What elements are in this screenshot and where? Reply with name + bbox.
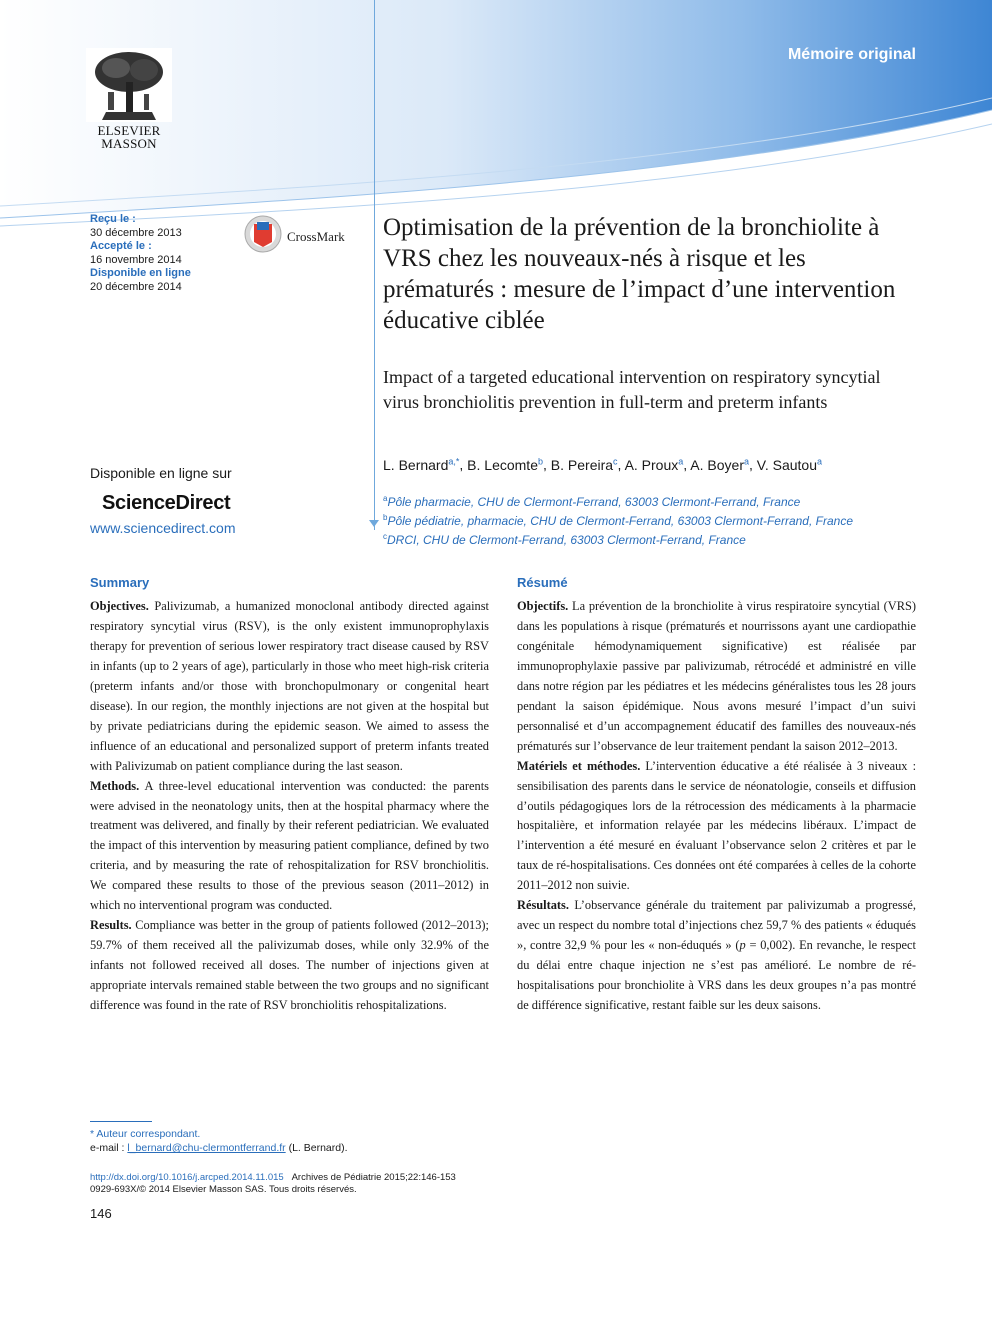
- author[interactable]: B. Lecomte$^b$: [467, 456, 544, 473]
- author[interactable]: L. Bernard$^{a,*}$: [383, 456, 460, 473]
- author[interactable]: B. Pereira$^c$: [550, 456, 618, 473]
- crossmark-badge[interactable]: [243, 214, 363, 256]
- summary-objectives: Objectives. Palivizumab, a humanized monoclonal antibody directed against respiratory syncytial virus (RSV), is the only existent immunoprophylaxis therapy for prevention of serious lower respiratory tract disease caused by RSV in infants (up to 2 years of age), particularly in those who meet high-risk criteria (preterm infants and/or those with bronchopulmonary or congenital heart disease). In our region, the monthly injections are not given at the hospital but by private pediatricians during the epidemic season. We aimed to assess the influence of an educational and personalized support of preterm infants treated with Palivizumab on patient compliance during the last season.: [90, 599, 489, 773]
- crossmark-label: CrossMark: [287, 229, 345, 244]
- elsevier-tree-icon: [86, 48, 172, 122]
- author[interactable]: A. Boyer$^a$: [690, 456, 750, 473]
- doi-link[interactable]: http://dx.doi.org/10.1016/j.arcped.2014.11.015: [90, 1172, 284, 1183]
- divider-arrow-icon: [369, 520, 379, 527]
- journal-citation: Archives de Pédiatrie 2015;22:146-153: [291, 1172, 456, 1183]
- received-label: Reçu le :: [90, 213, 136, 225]
- resume-methodes: Matériels et méthodes. L’intervention éducative a été réalisée à 3 niveaux : sensibilisation des parents dans le service de néonatologie, conseils et diffusion d’outils pédagogiques lors de la rétrocession des médicaments à la pharmacie hospitalière, et information relayée par les médecins libéraux. L’impact de l’intervention a été mesuré en évaluant l’observance selon 2 critères et par le taux de ré-hospitalisations. Ces données ont été comparées à celles de la cohorte 2011–2012 non suivie.: [517, 758, 917, 893]
- affiliation-list: [383, 491, 853, 548]
- author[interactable]: A. Proux$^a$: [624, 456, 684, 473]
- email-label: e-mail :: [90, 1142, 128, 1154]
- corresponding-author-note: [90, 1127, 348, 1155]
- publisher-logo: [86, 48, 172, 152]
- summary-methods: Methods. A three-level educational intervention was conducted: the parents were advised in the neonatology units, then at the hospital pharmacy where the treatment was delivered, and finally by their referent pediatrician. We evaluated the impact of this intervention by measuring patient compliance, defined by two criteria, and by measuring the rate of rehospitalization for RSV bronchiolitis. We compared these results to those of the previous season (2011–2012) in which no interventional program was conducted.: [90, 778, 489, 913]
- resume-heading: Résumé: [517, 575, 568, 590]
- availability-text: Disponible en ligne sur: [90, 465, 232, 481]
- footnote-rule: [90, 1121, 152, 1122]
- article-type-label: Mémoire original: [787, 46, 916, 63]
- author[interactable]: V. Sautou$^a$: [756, 456, 823, 473]
- summary-column: [90, 574, 489, 1016]
- copyright: 0929-693X/© 2014 Elsevier Masson SAS. Tous droits réservés.: [90, 1184, 357, 1195]
- accepted-label: Accepté le :: [90, 240, 152, 253]
- resume-column: [517, 574, 916, 1016]
- affiliation-item: $^b$Pôle pédiatrie, pharmacie, CHU de Clermont-Ferrand, 63003 Clermont-Ferrand, France: [383, 513, 853, 528]
- resume-objectifs: Objectifs. La prévention de la bronchiolite à virus respiratoire syncytial (VRS) dans les populations à risque (prématurés et nourrissons ayant une cardiopathie congénitale hémodynamiquement significative) est réalisée par immunoprophylaxie passive par palivizumab, rétrocédé et administré en ville dans notre région par les pédiatres et les médecins généralistes tous les 28 jours pendant la saison épidémique. Nous avons mesuré l’impact d’un suivi personnalisé et d’un accompagnement éducatif des familles des nouveaux-nés prématurés sur l’observance de leur traitement pendant la saison 2012–2013.: [517, 599, 917, 753]
- corresponding-label: * Auteur correspondant.: [90, 1128, 201, 1140]
- sciencedirect-link[interactable]: www.sciencedirect.com: [90, 520, 236, 536]
- article-title-en: Impact of a targeted educational intervention on respiratory syncytial virus bronchiolitis prevention in full-term and preterm infants: [383, 367, 881, 412]
- article-history: [90, 213, 191, 295]
- email-owner: (L. Bernard).: [285, 1142, 348, 1154]
- affiliation-item: $^a$Pôle pharmacie, CHU de Clermont-Ferrand, 63003 Clermont-Ferrand, France: [383, 494, 801, 509]
- publisher-name-line1: ELSEVIER: [97, 123, 161, 138]
- resume-resultats: Résultats. L’observance générale du traitement par palivizumab a progressé, avec un respect du nombre total d’injections chez 59,7 % des patients « éduqués », contre 32,9 % pour les « non-éduqués » (p = 0,002). En revanche, le respect du délai entre chaque injection ne s’est pas amélioré. Le nombre de ré-hospitalisations pour bronchiolite à VRS dans les deux groupes n’a pas montré de différence significative, restant faible sur les deux saisons.: [517, 898, 916, 1013]
- divider-line: [374, 0, 375, 530]
- email-link[interactable]: l_bernard@chu-clermontferrand.fr: [127, 1142, 286, 1154]
- summary-results: Results. Compliance was better in the group of patients followed (2012–2013); 59.7% of them received all the palivizumab doses, while only 32.9% of the infants not followed received all doses. The number of injections given at appropriate intervals remained stable between the two groups and no significant difference was found in the rate of RSV bronchiolitis rehospitalizations.: [90, 918, 489, 1013]
- accepted-date: 16 novembre 2014: [90, 253, 182, 266]
- received-date: 30 décembre 2013: [90, 226, 182, 239]
- crossmark-icon: [243, 214, 283, 254]
- sciencedirect-logo: ScienceDirect: [102, 492, 231, 514]
- publisher-name-line2: MASSON: [101, 136, 157, 151]
- publication-info: [90, 1172, 456, 1196]
- page-number: 146: [90, 1206, 112, 1221]
- summary-heading: Summary: [90, 575, 150, 590]
- online-label: Disponible en ligne: [90, 267, 191, 280]
- author-list: L. Bernard$^{a,*}$, B. Lecomte$^b$, B. Pereira$^c$, A. Proux$^a$, A. Boyer$^a$, V. Sautou$^a$: [383, 456, 823, 473]
- article-title-fr: Optimisation de la prévention de la bronchiolite à VRS chez les nouveaux-nés à risque et les prématurés : mesure de l’impact d’une intervention éducative ciblée: [383, 214, 896, 334]
- online-date: 20 décembre 2014: [90, 280, 182, 293]
- affiliation-item: $^c$DRCI, CHU de Clermont-Ferrand, 63003 Clermont-Ferrand, France: [383, 532, 746, 547]
